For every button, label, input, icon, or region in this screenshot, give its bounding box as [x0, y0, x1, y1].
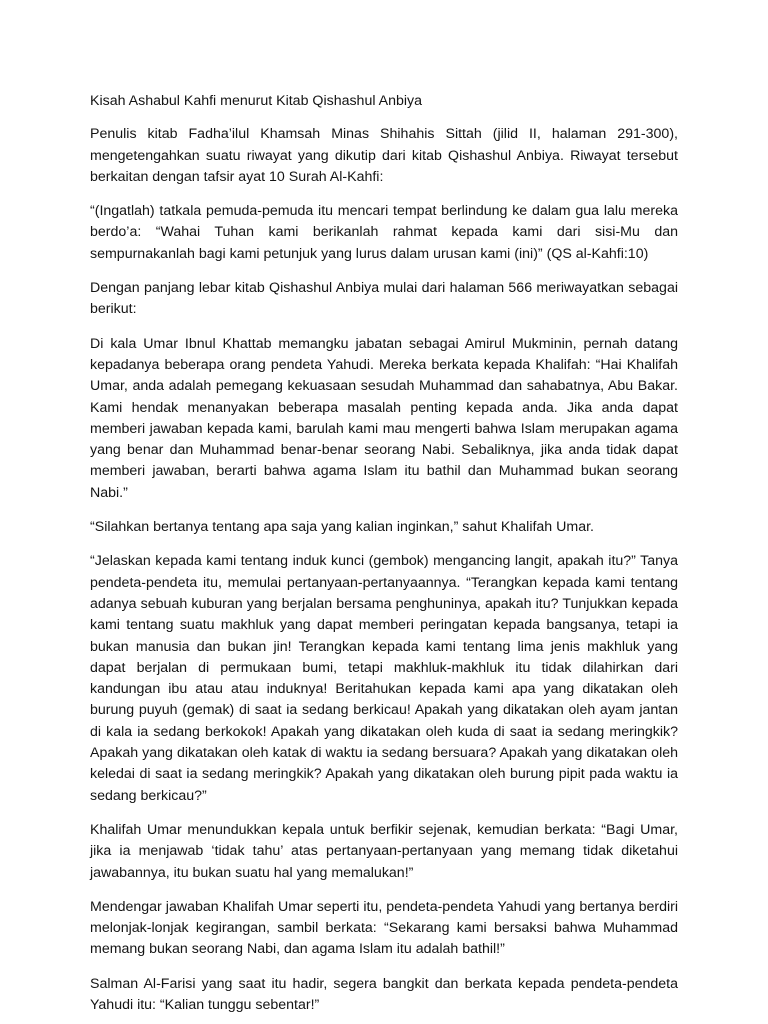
- paragraph-salman: Salman Al-Farisi yang saat itu hadir, segera bangkit dan berkata kepada pendeta-pendeta Yahudi itu: “Kalian tunggu sebentar!”: [90, 975, 678, 1013]
- paragraph-intro: Penulis kitab Fadha’ilul Khamsah Minas Shihahis Sittah (jilid II, halaman 291-300), mengetengahkan suatu riwayat yang dikutip dari kitab Qishashul Anbiya. Riwayat tersebut berkaitan dengan tafsir ayat 10 Surah Al-Kahfi:: [90, 126, 678, 185]
- paragraph-rabbis-rejoice: Mendengar jawaban Khalifah Umar seperti itu, pendeta-pendeta Yahudi yang bertanya berdiri melonjak-lonjak kegirangan, sambil berkata: “Sekarang kami bersaksi bahwa Muhammad memang bukan seorang Nabi, dan agama Islam itu adalah bathil!”: [90, 898, 678, 958]
- paragraph-umar-answer: Khalifah Umar menundukkan kepala untuk berfikir sejenak, kemudian berkata: “Bagi Umar, jika ia menjawab ‘tidak tahu’ atas pertanyaan-pertanyaan yang memang tidak diketahui jawabannya, itu bukan suatu hal yang memalukan!”: [90, 821, 678, 881]
- paragraph-quran-quote: “(Ingatlah) tatkala pemuda-pemuda itu mencari tempat berlindung ke dalam gua lalu mereka berdo’a: “Wahai Tuhan kami berikanlah rahmat kepada kami dari sisi-Mu dan sempurnakanlah bagi kami petunjuk yang lurus dalam urusan kami (ini)” (QS al-Kahfi:10): [90, 203, 678, 262]
- paragraph-questions: “Jelaskan kepada kami tentang induk kunci (gembok) mengancing langit, apakah itu?” Tanya pendeta-pendeta itu, memulai pertanyaan-pertanyaannya. “Terangkan kepada kami tentang adanya sebuah kuburan yang berjalan bersama penghuninya, apakah itu? Tunjukkan kepada kami tentang suatu makhluk yang dapat memberi peringatan kepada bangsanya, tetapi ia bukan manusia dan bukan jin! Terangkan kepada kami tentang lima jenis makhluk yang dapat berjalan di permukaan bumi, tetapi makhluk-makhluk itu tidak dilahirkan dari kandungan ibu atau atau induknya! Beritahukan kepada kami apa yang dikatakan oleh burung puyuh (gemak) di saat ia sedang berkicau! Apakah yang dikatakan oleh ayam jantan di kala ia sedang berkokok! Apakah yang dikatakan oleh kuda di saat ia sedang meringkik? Apakah yang dikatakan oleh katak di waktu ia sedang bersuara? Apakah yang dikatakan oleh keledai di saat ia sedang meringkik? Apakah yang dikatakan oleh burung pipit pada waktu ia sedang berkicau?”: [90, 553, 678, 804]
- document-page: [90, 91, 678, 1016]
- document-title: Kisah Ashabul Kahfi menurut Kitab Qishashul Anbiya: [90, 93, 423, 109]
- paragraph-umar-reply: “Silahkan bertanya tentang apa saja yang kalian inginkan,” sahut Khalifah Umar.: [90, 519, 594, 536]
- paragraph-narration-start: Dengan panjang lebar kitab Qishashul Anbiya mulai dari halaman 566 meriwayatkan sebagai berikut:: [90, 280, 678, 318]
- paragraph-umar-rabbis: Di kala Umar Ibnul Khattab memangku jabatan sebagai Amirul Mukminin, pernah datang kepadanya beberapa orang pendeta Yahudi. Mereka berkata kepada Khalifah: “Hai Khalifah Umar, anda adalah pemegang kekuasaan sesudah Muhammad dan sahabatnya, Abu Bakar. Kami hendak menanyakan beberapa masalah penting kepada anda. Jika anda dapat memberi jawaban kepada kami, barulah kami mau mengerti bahwa Islam merupakan agama yang benar dan Muhammad benar-benar seorang Nabi. Sebaliknya, jika anda tidak dapat memberi jawaban, berarti bahwa agama Islam itu bathil dan Muhammad bukan seorang Nabi.”: [90, 335, 678, 501]
